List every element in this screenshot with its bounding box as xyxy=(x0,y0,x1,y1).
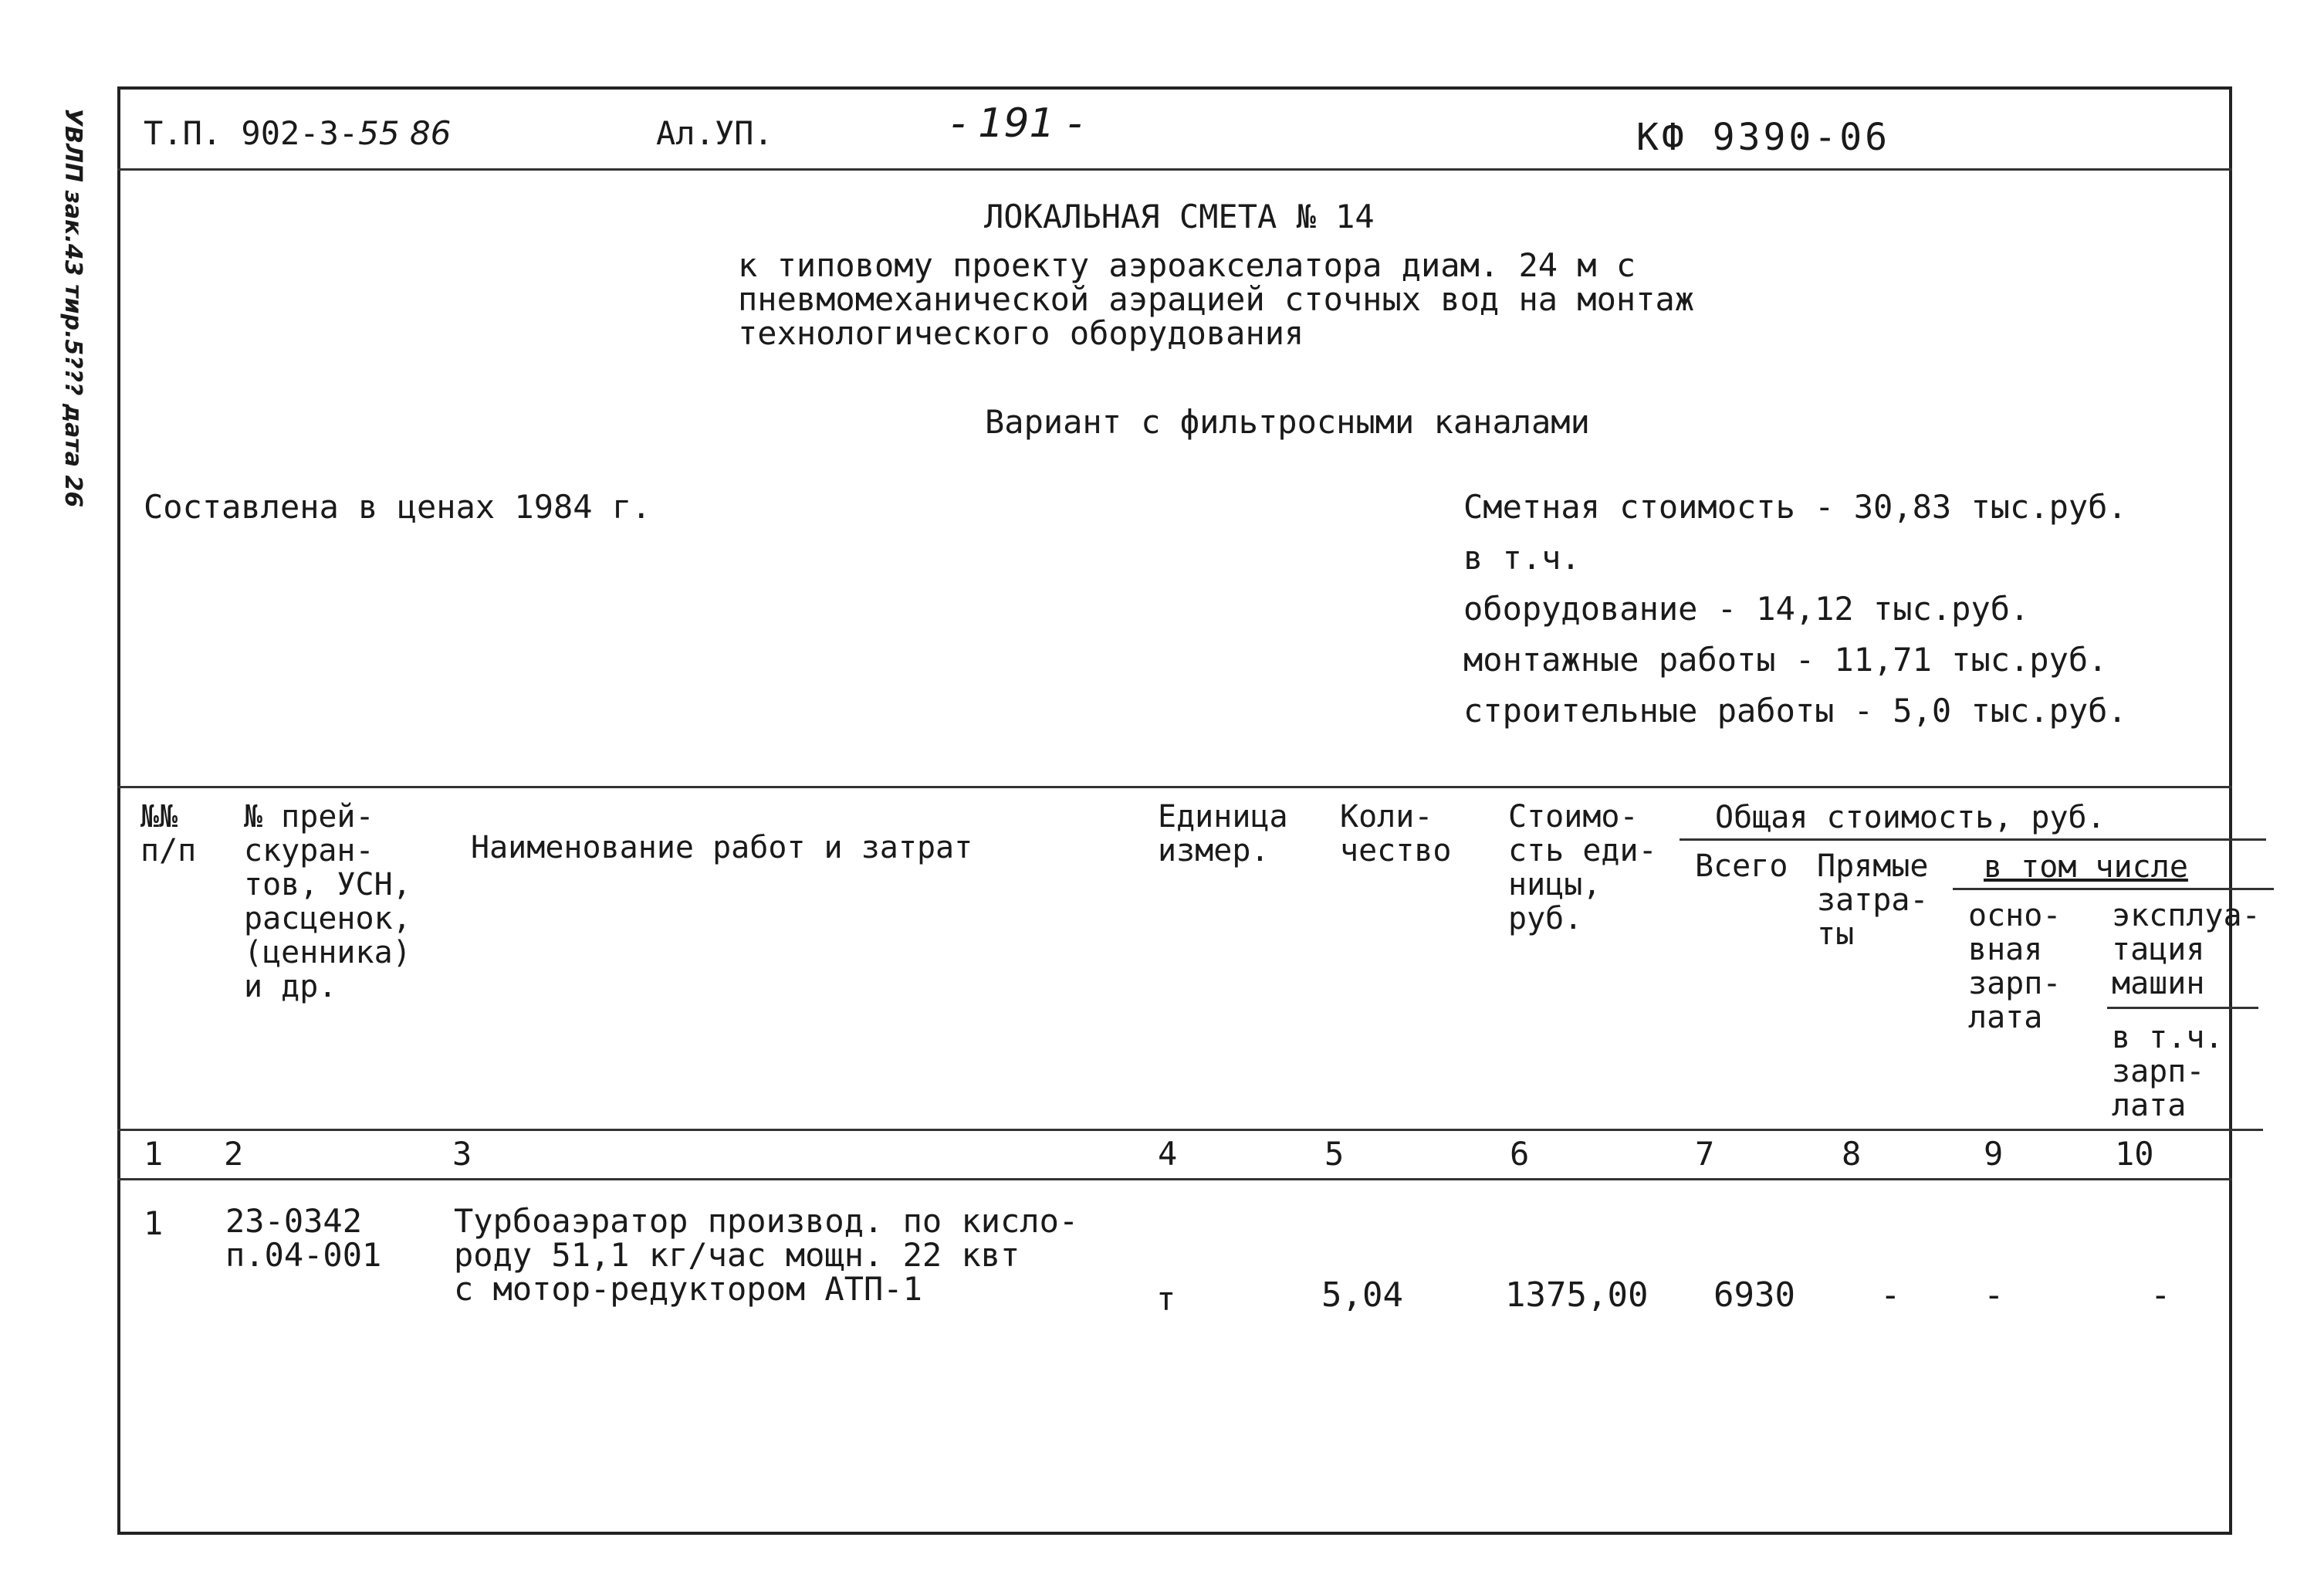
summary-construction: строительные работы - 5,0 тыс.руб. xyxy=(1463,692,2127,730)
title-line-2: пневмомеханической аэрацией сточных вод на монтаж xyxy=(738,280,1695,318)
col-number: 4 xyxy=(1158,1135,1178,1173)
summary-installation: монтажные работы - 11,71 тыс.руб. xyxy=(1463,641,2108,679)
col-number: 6 xyxy=(1510,1135,1530,1173)
project-code-label xyxy=(144,114,451,152)
header-col-3: Наименование работ и затрат xyxy=(471,830,973,865)
row-work-name: Турбоаэратор производ. по кисло- роду 51,1 кг/час мощн. 22 квт с мотор-редуктором АТП-1 xyxy=(454,1202,1079,1308)
col-number: 1 xyxy=(144,1135,164,1173)
subgroup-divider xyxy=(1953,888,2274,890)
header-col-2: № прей- скуран- тов, УСН, расценок, (ценника) и др. xyxy=(244,799,411,1004)
header-col-4: Единица измер. xyxy=(1158,799,1288,869)
project-code: Т.П. 902-3- xyxy=(144,114,359,152)
column-numbers-divider xyxy=(117,1178,2232,1180)
col-number: 10 xyxy=(2115,1135,2154,1173)
header-col-10b: в т.ч. зарп- лата xyxy=(2112,1020,2224,1123)
document-heading: ЛОКАЛЬНАЯ СМЕТА № 14 xyxy=(984,198,1375,235)
row-unit: т xyxy=(1156,1280,1176,1318)
summary-incl: в т.ч. xyxy=(1463,539,1581,577)
row-machine-costs: - xyxy=(2150,1275,2171,1315)
col-number: 5 xyxy=(1324,1135,1345,1173)
group-divider xyxy=(1680,838,2266,841)
table-top-border xyxy=(117,786,2232,788)
header-col-9: осно- вная зарп- лата xyxy=(1968,898,2062,1035)
project-code-handwritten: 55 86 xyxy=(358,114,452,152)
col-number: 9 xyxy=(1984,1135,2004,1173)
header-col-6: Стоимо- сть еди- ницы, руб. xyxy=(1508,799,1657,936)
row-quantity: 5,04 xyxy=(1321,1275,1403,1315)
header-subgroup: в том числе xyxy=(1984,849,2188,885)
header-bottom-border xyxy=(117,1129,2263,1131)
page-number: - 191 - xyxy=(951,100,1082,147)
prices-note: Составлена в ценах 1984 г. xyxy=(144,488,651,526)
col-number: 3 xyxy=(452,1135,472,1173)
row-base-salary: - xyxy=(1984,1275,2004,1315)
title-line-3: технологического оборудования xyxy=(738,314,1304,352)
stamp-number: КФ 9390-06 xyxy=(1636,116,1890,159)
title-line-1: к типовому проекту аэроакселатора диам. 24 м с xyxy=(738,246,1636,284)
summary-equipment: оборудование - 14,12 тыс.руб. xyxy=(1463,590,2030,628)
col-number: 2 xyxy=(224,1135,244,1173)
col-number: 8 xyxy=(1842,1135,1862,1173)
row-num: 1 xyxy=(144,1204,164,1242)
row-total: 6930 xyxy=(1713,1275,1795,1315)
header-col-10: эксплуа- тация машин xyxy=(2112,898,2261,1001)
header-group-total-cost: Общая стоимость, руб. xyxy=(1715,800,2106,835)
header-col-8: Прямые затра- ты xyxy=(1817,848,1929,952)
col-10-divider xyxy=(2107,1007,2258,1009)
header-col-5: Коли- чество xyxy=(1340,799,1452,869)
row-direct-costs: - xyxy=(1880,1275,1901,1315)
row-price-code: 23-0342 п.04-001 xyxy=(225,1202,382,1274)
col-number: 7 xyxy=(1695,1135,1715,1173)
row-unit-cost: 1375,00 xyxy=(1505,1275,1649,1315)
header-divider xyxy=(117,168,2232,171)
margin-note: УВЛП зак.43 тир.5??? дата 26 xyxy=(59,108,86,508)
album-label: Ал.УП. xyxy=(656,114,773,152)
variant-title: Вариант с фильтросными каналами xyxy=(985,403,1590,441)
summary-total: Сметная стоимость - 30,83 тыс.руб. xyxy=(1463,488,2127,526)
header-col-7: Всего xyxy=(1695,848,1788,884)
header-col-1: №№ п/п xyxy=(140,799,197,869)
